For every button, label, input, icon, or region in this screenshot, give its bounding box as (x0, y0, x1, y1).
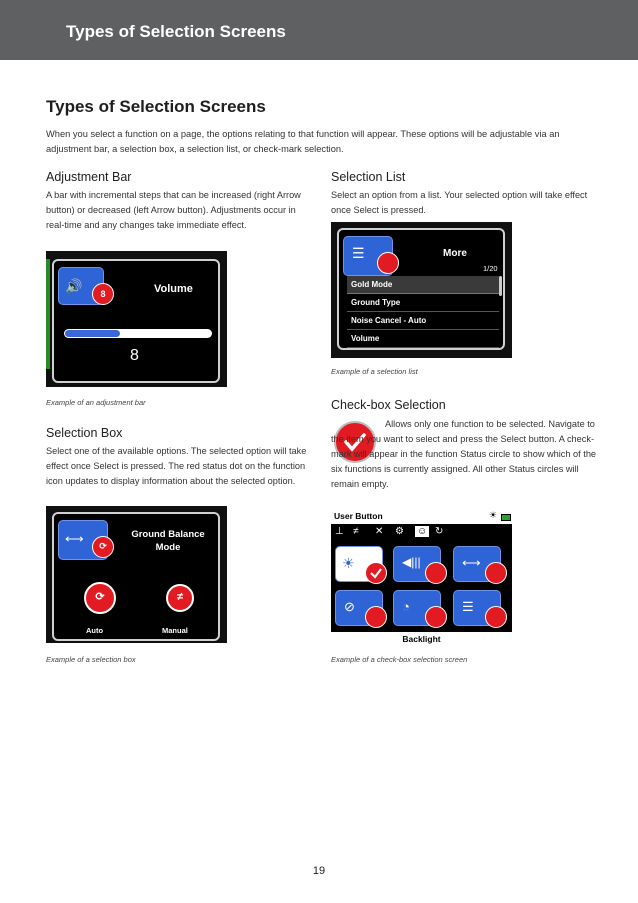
adjustment-bar-track[interactable] (64, 329, 212, 338)
selection-box-body: Select one of the available options. The selected option will take effect once Select is pressed. The red status dot on the function icon updates to display information about the selected option. (46, 446, 307, 486)
speaker-icon: 🔊 (65, 278, 83, 294)
selection-list-body: Select an option from a list. Your selected option will take effect once Select is pressed. (331, 190, 588, 215)
intro-text: When you select a function on a page, the options relating to that function will appear. These options will be adjustable via an adjustment bar, a selection box, a selection list, or check-mark selection. (46, 129, 560, 154)
status-dot (485, 562, 507, 584)
status-dot (377, 252, 399, 274)
status-dot: ⟳ (92, 536, 114, 558)
adjustment-caption: Example of an adjustment bar (46, 398, 146, 407)
checkbox-caption: Example of a check-box selection screen (331, 655, 468, 664)
status-dot (425, 562, 447, 584)
list-item-ground-type[interactable]: Ground Type (347, 294, 499, 312)
backlight-icon: ☀ (342, 555, 355, 571)
status-dot (365, 606, 387, 628)
user-icon: ☺ (417, 526, 428, 537)
sensitivity-icon: ◔ (402, 599, 410, 614)
dialog-title-line2: Mode (155, 542, 181, 553)
ground-balance-dialog (52, 512, 220, 641)
selection-list-screen (331, 222, 512, 358)
selection-list-heading: Selection List (331, 170, 406, 184)
detect-icon: ⊥ (335, 526, 344, 537)
ground-balance-icon: ⟷ (65, 531, 84, 546)
selection-box-screen (46, 506, 227, 643)
header-banner (0, 0, 638, 60)
list-scrollbar[interactable] (499, 276, 502, 296)
banner-title: Types of Selection Screens (66, 22, 286, 41)
checked-status-dot (365, 562, 387, 584)
list-icon: ☰ (462, 599, 474, 614)
screen-header-title: User Button (334, 511, 383, 521)
selection-box-heading: Selection Box (46, 426, 123, 440)
adjustment-heading: Adjustment Bar (46, 170, 132, 184)
battery-icon (501, 514, 511, 521)
icon-row (331, 524, 512, 542)
checkbox-screen (331, 510, 512, 646)
checkbox-body: Allows only one function to be selected. Navigate to the item you want to select and press the Select button. A check-mark will appear in the function Status circle to show which of the six functions is currently assigned. All other Status circles will remain empty. (331, 419, 597, 489)
list-icon: ☰ (352, 245, 365, 261)
list-counter: 1/20 (483, 264, 498, 273)
dialog-title-line1: Ground Balance (131, 529, 205, 540)
ground-icon: ≠ (353, 526, 359, 537)
screen-footer: Backlight (331, 632, 512, 646)
volume-icon: ◀||| (402, 555, 421, 569)
adjustment-value: 8 (130, 347, 139, 364)
option-manual[interactable]: Manual (162, 626, 188, 635)
page-number: 19 (312, 865, 326, 877)
noise-cancel-icon: ⊘ (344, 599, 355, 614)
selection-box-caption: Example of a selection box (46, 655, 136, 664)
ground-balance-icon: ⟷ (462, 555, 481, 570)
screen-header (331, 510, 512, 524)
dialog-title: More (443, 248, 467, 259)
adjustment-body: A bar with incremental steps that can be increased (right Arrow button) or decreased (left Arrow button). Adjustments occur in real-time and any changes take immediate effect. (46, 190, 301, 230)
dialog-title (126, 528, 210, 554)
manual-option-icon[interactable]: ≠ (166, 584, 194, 612)
sun-icon: ☀ (489, 510, 498, 520)
status-dot (425, 606, 447, 628)
checkbox-heading: Check-box Selection (331, 398, 446, 412)
status-dot: 8 (92, 283, 114, 305)
selection-list-caption: Example of a selection list (331, 367, 418, 376)
auto-option-icon[interactable]: ⟳ (84, 582, 116, 614)
volume-dialog (52, 259, 220, 383)
option-auto[interactable]: Auto (86, 626, 104, 635)
list-item-volume[interactable]: Volume (347, 330, 499, 348)
list-item-gold-mode[interactable]: Gold Mode (347, 276, 499, 294)
refresh-icon: ↻ (435, 526, 444, 537)
adjustment-screen (46, 251, 227, 387)
status-dot (485, 606, 507, 628)
page-title: Types of Selection Screens (46, 97, 266, 116)
more-dialog (337, 228, 505, 350)
dialog-title: Volume (154, 283, 193, 295)
settings-icon: ⚙ (395, 526, 404, 537)
adjustment-bar-fill (65, 330, 120, 337)
list-item-noise-cancel[interactable]: Noise Cancel - Auto (347, 312, 499, 330)
tools-icon: ✕ (375, 526, 384, 537)
